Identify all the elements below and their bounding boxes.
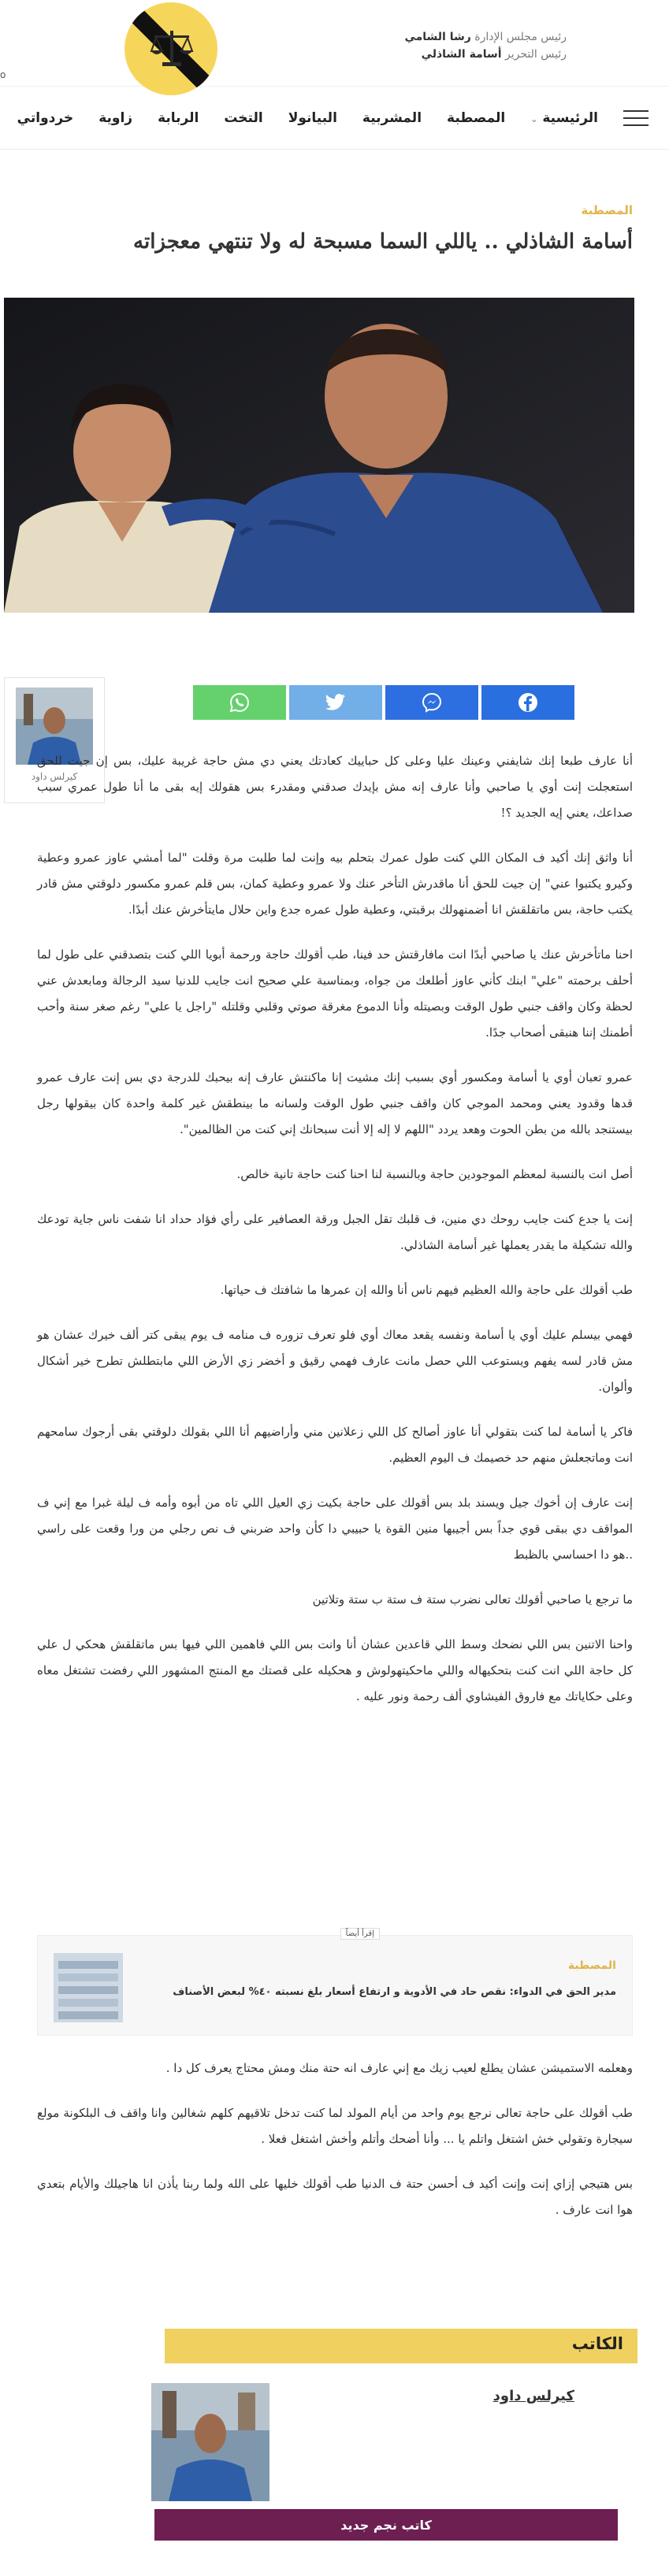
read-also-title[interactable]: مدير الحق في الدواء: نقص حاد في الأدوية و ارتفاع أسعار بلغ نسبته ٤٠% لبعض الأصناف <box>173 1986 616 1998</box>
article-paragraph: احنا ماتأخرش عنك يا صاحبي أبدًا انت مافارقتش حد فينا، طب أقولك حاجة ورحمة أبويا اللي كنت بتصدقني على طول لما أحلف برحمته "علي" ابنك كأني عاوز أطلعك من جواه، وبمناسبة علي صحيح انت جايب للدنيا سيد الرجالة ومابعدش عني لحظة وكان واقف جنبي طول الوقت وبصيتله وأنا الدموع مغرقة صوتي وقلبي وقلتله "راجل يا علي" رغم صغر سنة وأحب أطمنك إننا هنبقى أصحاب جدًا. <box>37 947 633 1040</box>
nav-item-mashrabiya[interactable]: المشربية <box>362 110 422 126</box>
nav-item-khordawaty[interactable]: خردواتي <box>17 110 74 126</box>
writer-photo[interactable] <box>151 2383 269 2501</box>
main-nav <box>0 87 669 150</box>
article-title: أسامة الشاذلي .. ياللي السما مسبحة له ولا تنتهي معجزاته <box>133 230 633 254</box>
article-paragraph: إنت عارف إن أخوك جيل ويسند بلد بس أقولك على حاجة بكيت زي العيل اللي تاه من أبوه وأمه ف ليلة غبرا مع إني ف المواقف دي ببقى قوي جداً بس أجيبها منين القوة يا حبيبي دا كأن واحد ضربني ف نص رجلي من ورا وقعت على راسي ..هو دا احساسي بالظبط <box>37 1496 633 1562</box>
article-paragraph: وهعلمه الاستميشن عشان يطلع لعيب زيك مع إني عارف انه حتة منك ومش محتاج يعرف كل دا . <box>165 2061 633 2075</box>
article-paragraph: أصل انت بالنسبة لمعظم الموجودين حاجة وبالنسبة لنا احنا كنت حاجة تانية خالص. <box>236 1167 633 1181</box>
writer-section-header <box>165 2329 637 2363</box>
site-header <box>0 0 669 87</box>
nav-item-pianola[interactable]: البيانولا <box>288 110 337 126</box>
nav-item-zawya[interactable]: زاوية <box>98 110 133 126</box>
share-facebook-button[interactable] <box>481 685 574 720</box>
writer-name-link[interactable]: كيرلس داود <box>492 2388 574 2404</box>
nav-item-takht[interactable]: التخت <box>224 110 263 126</box>
article-paragraph: فاكر يا أسامة لما كنت بتقولي أنا عاوز أصالح كل اللي زعلانين مني وأراضيهم أنا اللي بقولك دلوقتي بقى أرجوك سامحهم انت وماتجعلش منهم حد خصيمك ف اليوم العظيم. <box>37 1425 633 1465</box>
share-twitter-button[interactable] <box>289 685 382 720</box>
article-paragraph: أنا واثق إنك أكيد ف المكان اللي كنت طول عمرك بتحلم بيه وإنت لما طلبت مرة وقلت "لما أمشي عاوز عمرو وعطية وكيرو يكتبوا عني" إن جيت للحق أنا ماقدرش التأخر عنك ولا عمرو وعطية كمان، بس قلم عمرو مكسور دلوقتي مش قادر يكتب حاجة، بس ماتقلقش انا أضمنهولك برقبتي، وعطية طول عمره جدع واين حلال مايتأخرش عنك أبدًا. <box>37 851 633 917</box>
chevron-down-icon: ⌄ <box>530 114 538 124</box>
nav-item-mastaba[interactable]: المصطبة <box>447 110 506 126</box>
read-also-category[interactable]: المصطبة <box>567 1959 616 1972</box>
menu-icon[interactable] <box>623 110 649 128</box>
article-category[interactable]: المصطبة <box>581 203 633 217</box>
article-paragraph: أنا عارف طبعا إنك شايفني وعينك عليا وعلى كل حباييك كعادتك يعني دي مش حاجة غريبة عليك، بس إن جيت للحق استعجلت إنت أوي يا صاحبي وأنا عارف إنه مش بإيدك صدقني ومقدرء بس هقولك إيه بقى ما أنا طول عمري سبب صداعك، يعني إيه الجديد ؟! <box>37 754 633 820</box>
share-messenger-button[interactable] <box>385 685 478 720</box>
nav-item-home[interactable]: الرئيسية ⌄ <box>530 110 598 126</box>
facebook-icon <box>518 692 538 713</box>
board-name: رشا الشامي <box>404 31 471 43</box>
editor-name: أسامة الشاذلي <box>421 48 502 61</box>
article-paragraph: واحنا الاتنين بس اللي نضحك وسط اللي قاعدين عشان أنا وانت بس اللي فاهمين اللي فيها بس ماتقلقش هحكي ل علي كل حاجة اللي انت كنت بتحكيهاله واللي ماحكيتهولوش و هحكيله على قصتك مع المنتج المشهور اللي رفضت تشتغل معاه وعلى حكاياتك مع فاروق الفيشاوي ألف رحمة ونور عليه . <box>37 1637 633 1703</box>
article-paragraph: ما ترجع يا صاحبي أقولك تعالى نضرب ستة ف ستة ب ستة وتلاتين <box>312 1592 633 1607</box>
writer-badge[interactable]: كاتب نجم جديد <box>154 2509 618 2541</box>
share-buttons <box>193 685 574 720</box>
author-card-name[interactable]: كيرلس داود <box>31 771 78 782</box>
article-paragraph: طب أقولك على حاجة تعالى نرجع يوم واحد من أيام المولد لما كنت تدخل تلاقيهم كلهم شغالين وانا واقف ف البلكونة مولع سيجارة وتقولي خش اشتغل واتلم يا ... وأنا أضحك وأتلم وأخش اشتغل فعلا . <box>37 2106 633 2146</box>
article-paragraph: عمرو تعبان أوي يا أسامة ومكسور أوي بسبب إنك مشيت إنا ماكنتش عارف إنه بيحبك للدرجة دي بس إنت عارف عمرو قدها وقدود يعني ومحمد الموجي كان واقف جنبي طول الوقت ولسانه ما بينطقش غير كلمة واحدة كان بيقولها رجل بيستنجد بالله من بطن الحوت وهعد يردد "اللهم لا إله إلا أنت سبحانك إني كنت من الظالمين". <box>37 1070 633 1136</box>
nav-item-rababa[interactable]: الربابة <box>158 110 199 126</box>
scales-icon <box>150 26 194 72</box>
article-paragraph: إنت يا جدع كنت جايب روحك دي منين، ف قلبك تقل الجبل ورقة العصافير على رأي فؤاد حداد انا شفت ناس جاية تودعك والله تشكيلة ما يقدر يعملها غير أسامة الشاذلي. <box>37 1212 633 1252</box>
masthead-credits <box>404 28 567 63</box>
article-tail <box>37 2055 633 2242</box>
twitter-icon <box>325 694 346 711</box>
site-logo[interactable] <box>125 2 217 95</box>
article-hero-image <box>4 298 634 613</box>
read-also-thumbnail[interactable] <box>54 1953 123 2022</box>
share-whatsapp-button[interactable] <box>193 685 286 720</box>
editor-label: رئيس التحرير <box>505 48 567 61</box>
board-label: رئيس مجلس الإدارة <box>474 31 567 43</box>
article-paragraph: فهمي بيسلم عليك أوي يا أسامة ونفسه يقعد معاك أوي فلو تعرف تزوره ف منامه ف يوم يبقى كتر ألف خيرك عشان هو مش قادر لسه يفهم ويستوعب اللي حصل مانت عارف فهمي رقيق و أخضر زي الأرض اللي مابتطلش تطرح خير أشكال وألوان. <box>37 1328 633 1394</box>
article-body <box>37 748 633 1729</box>
article-paragraph: طب أقولك على حاجة والله العظيم فيهم ناس أنا والله إن عمرها ما شافتك ف حياتها. <box>220 1283 633 1297</box>
whatsapp-icon <box>229 692 250 713</box>
edge-mark: o <box>0 69 6 80</box>
article-paragraph: بس هتيجي إزاي إنت وإنت أكيد ف أحسن حتة ف الدنيا طب أقولك خليها على الله ولما ربنا يأذن انا هاجيلك والأيام بتعدي هوا انت عارف . <box>37 2177 633 2217</box>
messenger-icon <box>422 692 442 713</box>
read-also-box[interactable] <box>37 1929 633 2036</box>
read-also-tag: إقرأ أيضاً <box>340 1928 380 1940</box>
writer-heading: الكاتب <box>571 2334 623 2353</box>
